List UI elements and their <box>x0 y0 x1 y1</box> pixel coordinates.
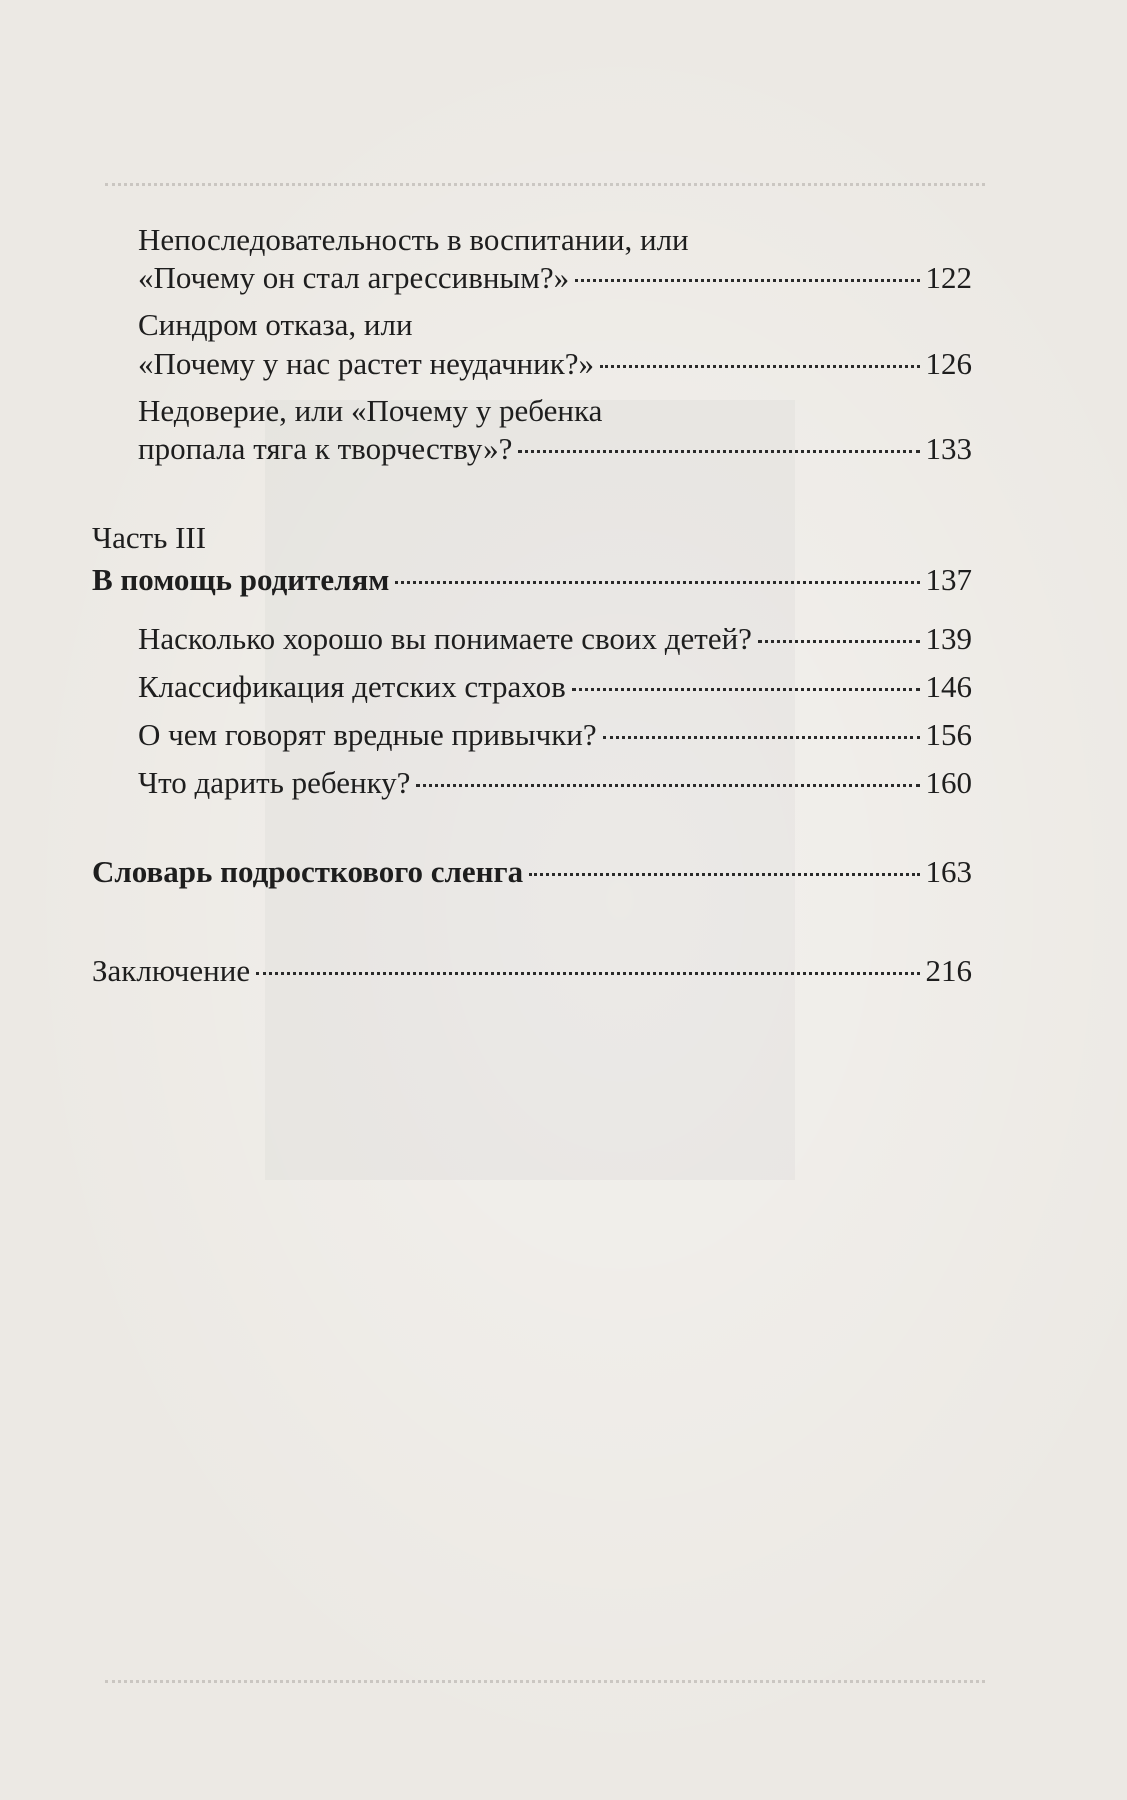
toc-entry-7 <box>138 765 972 801</box>
conclusion-entry <box>92 953 972 989</box>
toc-entry-7-label: Что дарить ребенку? <box>138 765 411 800</box>
toc-entry-7-page: 160 <box>925 765 972 800</box>
dot-leader <box>600 365 919 368</box>
part-title <box>92 562 972 598</box>
part-title-page: 137 <box>925 562 972 597</box>
toc-entry-3-line2: пропала тяга к творчеству»? <box>138 431 513 466</box>
conclusion-page: 216 <box>925 953 972 988</box>
dot-leader <box>572 688 920 691</box>
dictionary-label: Словарь подросткового сленга <box>92 854 524 889</box>
dictionary-page: 163 <box>925 854 972 889</box>
toc-entry-1-line1: Непоследовательность в воспитании, или <box>138 222 689 257</box>
toc-entry-5 <box>138 669 972 705</box>
conclusion-label: Заключение <box>92 953 251 988</box>
dot-leader <box>758 640 920 643</box>
toc-entry-2 <box>138 346 972 382</box>
dot-leader <box>529 873 919 876</box>
dot-leader <box>395 581 919 584</box>
toc-entry-2-page: 126 <box>925 346 972 381</box>
toc-entry-1 <box>138 260 972 296</box>
toc-entry-4-label: Насколько хорошо вы понимаете своих детей? <box>138 621 752 656</box>
toc-entry-6-page: 156 <box>925 717 972 752</box>
toc-entry-5-label: Классификация детских страхов <box>138 669 566 704</box>
toc-entry-2-line2: «Почему у нас растет неудачник?» <box>138 346 595 381</box>
toc-entry-3-page: 133 <box>925 431 972 466</box>
dot-leader <box>603 736 920 739</box>
toc-entry-2-line1: Синдром отказа, или <box>138 307 413 342</box>
dot-leader <box>256 972 919 975</box>
toc-entry-1-line2: «Почему он стал агрессивным?» <box>138 260 570 295</box>
part-label: Часть III <box>92 520 207 555</box>
toc-entry-5-page: 146 <box>925 669 972 704</box>
dot-leader <box>416 784 919 787</box>
toc-entry-6-label: О чем говорят вредные привычки? <box>138 717 597 752</box>
toc-entry-3-line1: Недоверие, или «Почему у ребенка <box>138 393 603 428</box>
toc-entry-1-page: 122 <box>925 260 972 295</box>
dot-leader <box>518 450 919 453</box>
dictionary-entry <box>92 854 972 890</box>
toc-entry-4-page: 139 <box>925 621 972 656</box>
toc-entry-6 <box>138 717 972 753</box>
dot-leader <box>575 279 919 282</box>
part-title-label: В помощь родителям <box>92 562 390 597</box>
toc-entry-4 <box>138 621 972 657</box>
toc-entry-3 <box>138 431 972 467</box>
